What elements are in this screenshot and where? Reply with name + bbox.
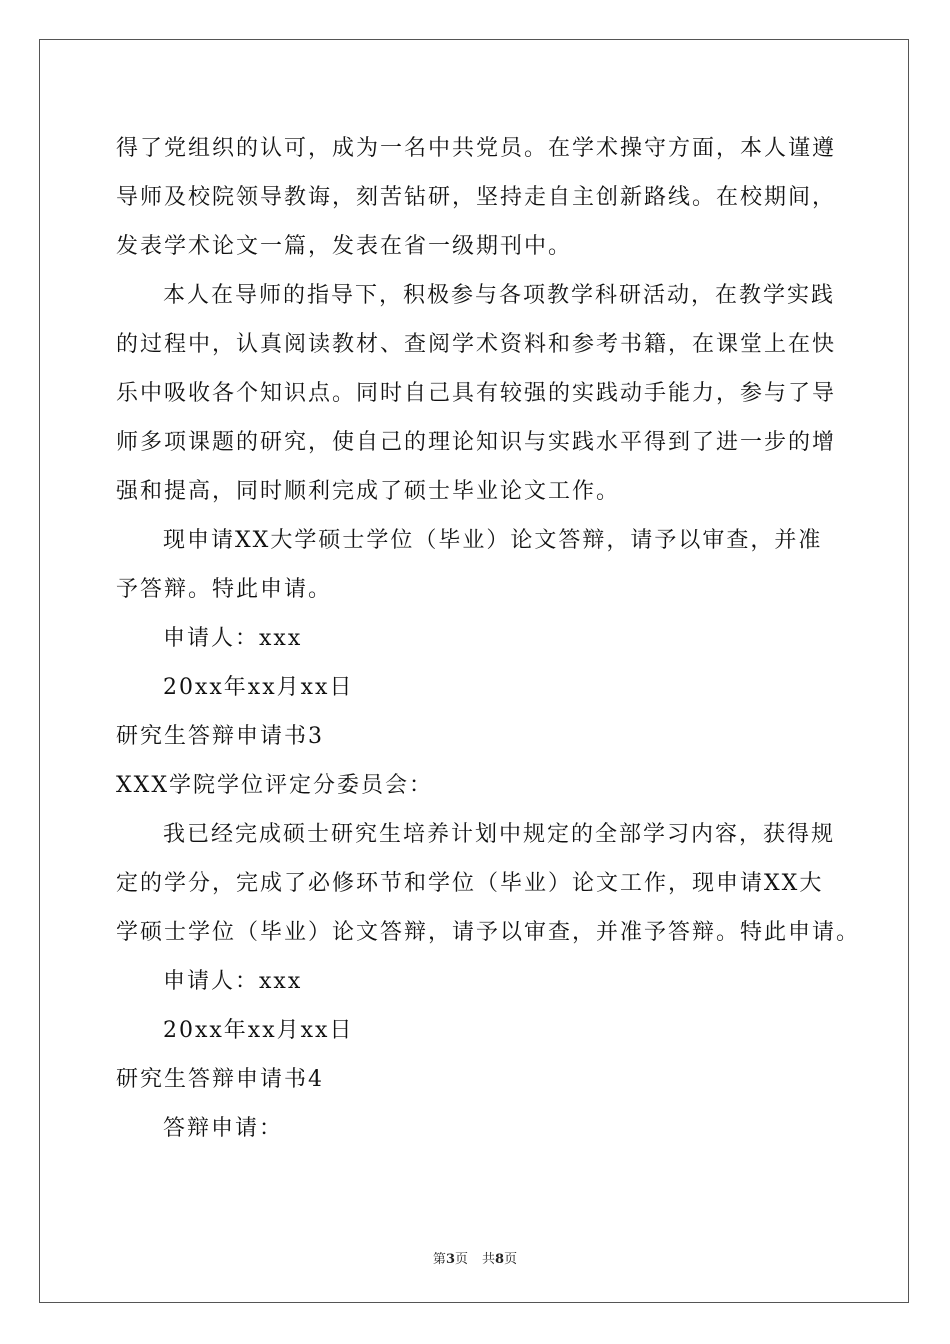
paragraph-line: 发表学术论文一篇，发表在省一级期刊中。 (116, 234, 573, 259)
page-prefix: 第 (432, 1252, 446, 1267)
section-heading: 研究生答辩申请书3 (116, 724, 324, 749)
paragraph-line: 答辩申请： (163, 1116, 284, 1141)
paragraph-line: 的过程中，认真阅读教材、查阅学术资料和参考书籍，在课堂上在快 (116, 332, 837, 357)
paragraph-line: 导师及校院领导教诲，刻苦钻研，坚持走自主创新路线。在校期间， (116, 185, 837, 210)
total-suffix: 页 (504, 1252, 518, 1267)
paragraph-line: 予答辩。特此申请。 (116, 577, 333, 602)
paragraph-line: 强和提高，同时顺利完成了硕士毕业论文工作。 (116, 479, 621, 504)
current-page-number: 3 (445, 1252, 455, 1267)
paragraph-line: 学硕士学位（毕业）论文答辩，请予以审查，并准予答辩。特此申请。 (116, 920, 861, 945)
paragraph-line: 师多项课题的研究，使自己的理论知识与实践水平得到了进一步的增 (116, 430, 837, 455)
paragraph-line: 得了党组织的认可，成为一名中共党员。在学术操守方面，本人谨遵 (116, 136, 837, 161)
total-prefix: 共 (482, 1252, 496, 1267)
applicant-line: 申请人：xxx (163, 969, 303, 994)
applicant-line: 申请人：xxx (163, 626, 303, 651)
paragraph-line: 我已经完成硕士研究生培养计划中规定的全部学习内容，获得规 (163, 822, 836, 847)
paragraph-line: 本人在导师的指导下，积极参与各项教学科研活动，在教学实践 (163, 283, 836, 308)
document-body (116, 124, 861, 1153)
paragraph-line: 乐中吸收各个知识点。同时自己具有较强的实践动手能力，参与了导 (116, 381, 837, 406)
paragraph-line: 定的学分，完成了必修环节和学位（毕业）论文工作，现申请XX大 (116, 871, 824, 896)
paragraph-line: 现申请XX大学硕士学位（毕业）论文答辩，请予以审查，并准 (163, 528, 823, 553)
section-heading: 研究生答辩申请书4 (116, 1067, 324, 1092)
date-line: 20xx年xx月xx日 (163, 1018, 354, 1043)
salutation-line: XXX学院学位评定分委员会： (116, 773, 433, 798)
page-mid: 页 (454, 1252, 468, 1267)
page-footer (0, 1248, 950, 1267)
total-page-number: 8 (495, 1252, 505, 1267)
date-line: 20xx年xx月xx日 (163, 675, 354, 700)
